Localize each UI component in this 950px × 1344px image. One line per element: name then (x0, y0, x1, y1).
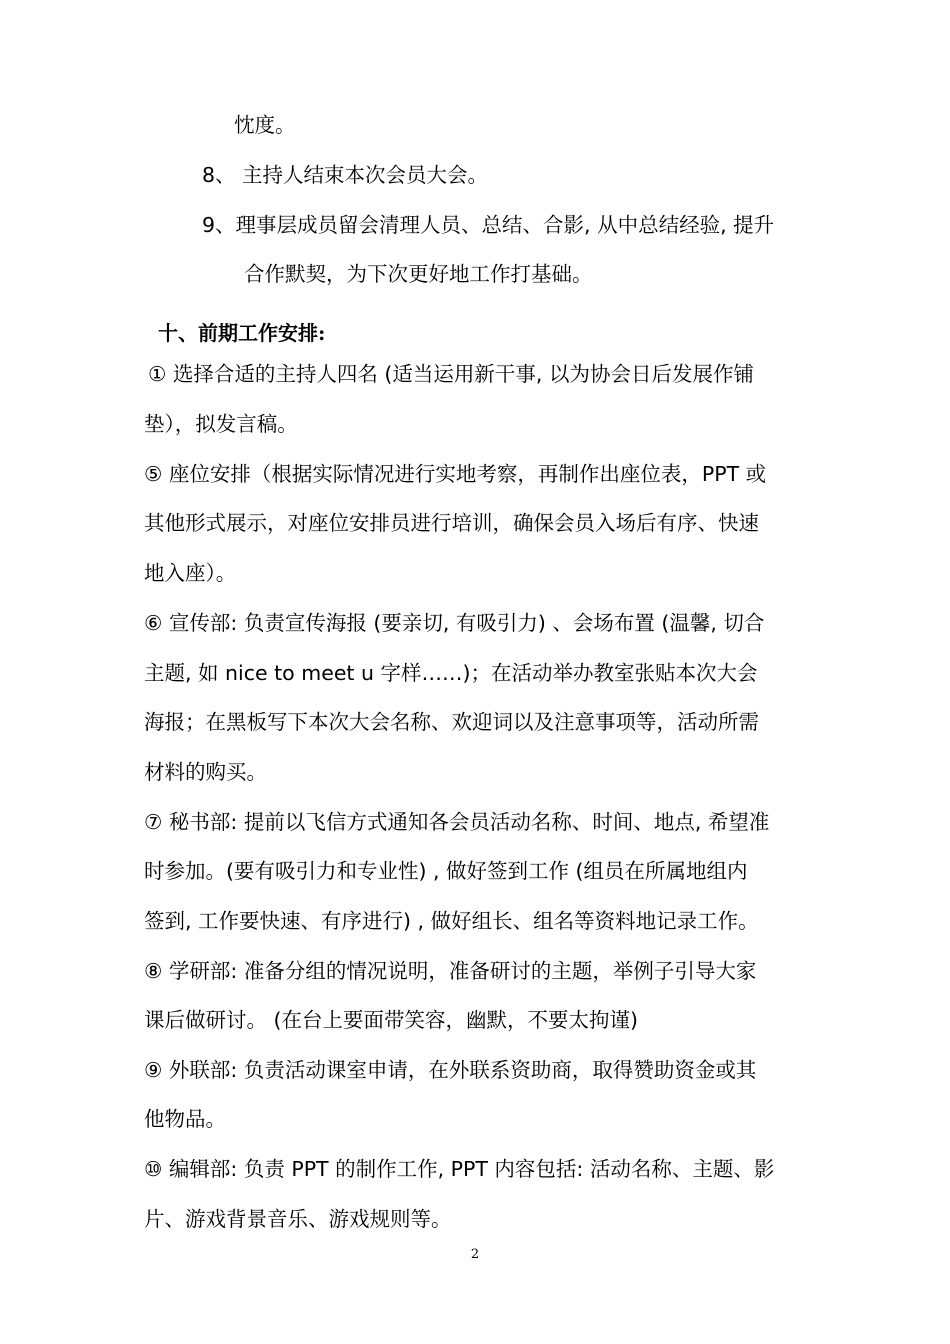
paragraph-line: 海报；在黑板写下本次大会名称、欢迎词以及注意事项等，活动所需 (144, 710, 759, 734)
paragraph-line: 垫），拟发言稿。 (144, 412, 298, 436)
paragraph-line: 材料的购买。 (144, 760, 267, 784)
list-item-8: 8、 主持人结束本次会员大会。 (202, 163, 489, 187)
section-heading: 十、前期工作安排: (158, 321, 326, 345)
paragraph-line: 片、游戏背景音乐、游戏规则等。 (144, 1207, 452, 1231)
paragraph-line: 他物品。 (144, 1107, 226, 1131)
paragraph-line: ⑨ 外联部: 负责活动课室申请，在外联系资助商，取得赞助资金或其 (144, 1058, 757, 1082)
paragraph-line: 时参加。(要有吸引力和专业性) , 做好签到工作 (组员在所属地组内 (144, 859, 748, 883)
text-line: 合作默契，为下次更好地工作打基础。 (244, 262, 593, 286)
list-item-9: 9、理事层成员留会清理人员、总结、合影, 从中总结经验, 提升 (202, 213, 775, 237)
paragraph-line: 其他形式展示，对座位安排员进行培训，确保会员入场后有序、快速 (144, 511, 759, 535)
paragraph-line: ① 选择合适的主持人四名 (适当运用新干事, 以为协会日后发展作铺 (148, 362, 754, 386)
paragraph-line: ⑥ 宣传部: 负责宣传海报 (要亲切, 有吸引力) 、会场布置 (温馨, 切合 (144, 611, 765, 635)
paragraph-line: 签到, 工作要快速、有序进行) , 做好组长、组名等资料地记录工作。 (144, 909, 759, 933)
page-number: 2 (470, 1247, 480, 1262)
paragraph-line: ⑧ 学研部: 准备分组的情况说明，准备研讨的主题，举例子引导大家 (144, 959, 757, 983)
text-line: 忱度。 (234, 113, 296, 137)
paragraph-line: 主题, 如 nice to meet u 字样……)；在活动举办教室张贴本次大会 (144, 661, 758, 685)
paragraph-line: 课后做研讨。 (在台上要面带笑容，幽默，不要太拘谨) (144, 1008, 639, 1032)
paragraph-line: 地入座）。 (144, 561, 237, 585)
paragraph-line: ⑩ 编辑部: 负责 PPT 的制作工作, PPT 内容包括: 活动名称、主题、影 (144, 1157, 775, 1181)
paragraph-line: ⑦ 秘书部: 提前以飞信方式通知各会员活动名称、时间、地点, 希望准 (144, 810, 770, 834)
paragraph-line: ⑤ 座位安排（根据实际情况进行实地考察，再制作出座位表，PPT 或 (144, 462, 767, 486)
